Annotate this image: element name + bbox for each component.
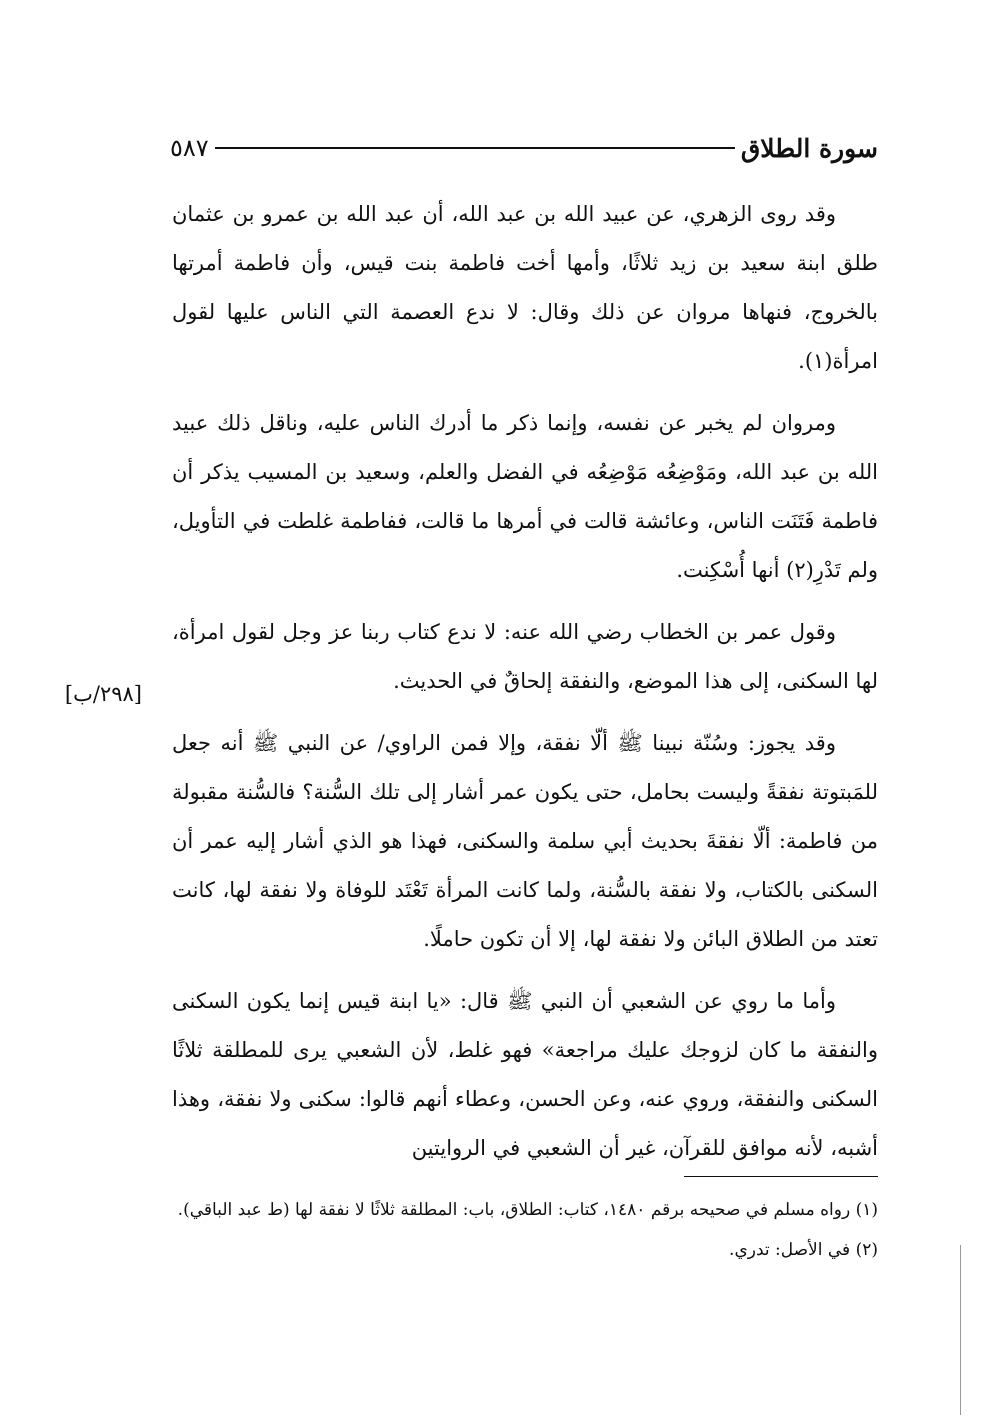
running-header (170, 128, 878, 168)
paragraph-3: وقول عمر بن الخطاب رضي الله عنه: لا ندع كتاب ربنا عز وجل لقول امرأة، لها السكنى، إلى هذا الموضع، والنفقة إلحاقٌ في الحديث. (172, 620, 878, 693)
paragraph-1: وقد روى الزهري، عن عبيد الله بن عبد الله، أن عبد الله بن عمرو بن عثمان طلق ابنة سعيد بن زيد ثلاثًا، وأمها أخت فاطمة بنت قيس، وأن فاطمة أمرتها بالخروج، فنهاها مروان عن ذلك وقال: لا ندع العصمة التي الناس عليها لقول امرأة(١). (172, 202, 878, 373)
manuscript-folio-marker: [٢٩٨/ب] (64, 682, 142, 706)
scan-edge-line (960, 1245, 961, 1415)
paragraph-4: وقد يجوز: وسُنّة نبينا ﷺ ألّا نفقة، وإلا فمن الراوي/ عن النبي ﷺ أنه جعل للمَبتوتة نفقةً وليست بحامل، حتى يكون عمر أشار إلى تلك السُّنة؟ فالسُّنة مقبولة من فاطمة: ألّا نفقةَ بحديث أبي سلمة والسكنى، فهذا هو الذي أشار إليه عمر أن السكنى بالكتاب، ولا نفقة بالسُّنة، ولما كانت المرأة تَعْتَد للوفاة ولا نفقة لها، كانت تعتد من الطلاق البائن ولا نفقة لها، إلا أن تكون حاملًا. (172, 731, 878, 951)
footnote-separator (684, 1176, 878, 1177)
paragraph-5: وأما ما روي عن الشعبي أن النبي ﷺ قال: «يا ابنة قيس إنما يكون السكنى والنفقة ما كان لزوجك عليك مراجعة» فهو غلط، لأن الشعبي يرى للمطلقة ثلاثًا السكنى والنفقة، وروي عنه، وعن الحسن، وعطاء أنهم قالوا: سكنى ولا نفقة، وهذا أشبه، لأنه موافق للقرآن، غير أن الشعبي في الروايتين (172, 989, 878, 1160)
page-number: ٥٨٧ (170, 134, 209, 162)
paragraph-2: ومروان لم يخبر عن نفسه، وإنما ذكر ما أدرك الناس عليه، وناقل ذلك عبيد الله بن عبد الله، ومَوْضِعُه مَوْضِعُه في الفضل والعلم، وسعيد بن المسيب يذكر أن فاطمة فَتَنَت الناس، وعائشة قالت في أمرها ما قالت، ففاطمة غلطت في التأويل، ولم تَدْرِ(٢) أنها أُسْكِنت. (172, 411, 878, 582)
footnote-2: (٢) في الأصل: تدري. (729, 1240, 878, 1260)
chapter-title: سورة الطلاق (740, 133, 878, 163)
footnotes (172, 1190, 878, 1270)
header-rule (215, 147, 735, 149)
footnote-1: (١) رواه مسلم في صحيحه برقم ١٤٨٠، كتاب: الطلاق، باب: المطلقة ثلاثًا لا نفقة لها (ط عبد الباقي). (177, 1200, 878, 1220)
main-text (172, 190, 878, 1186)
